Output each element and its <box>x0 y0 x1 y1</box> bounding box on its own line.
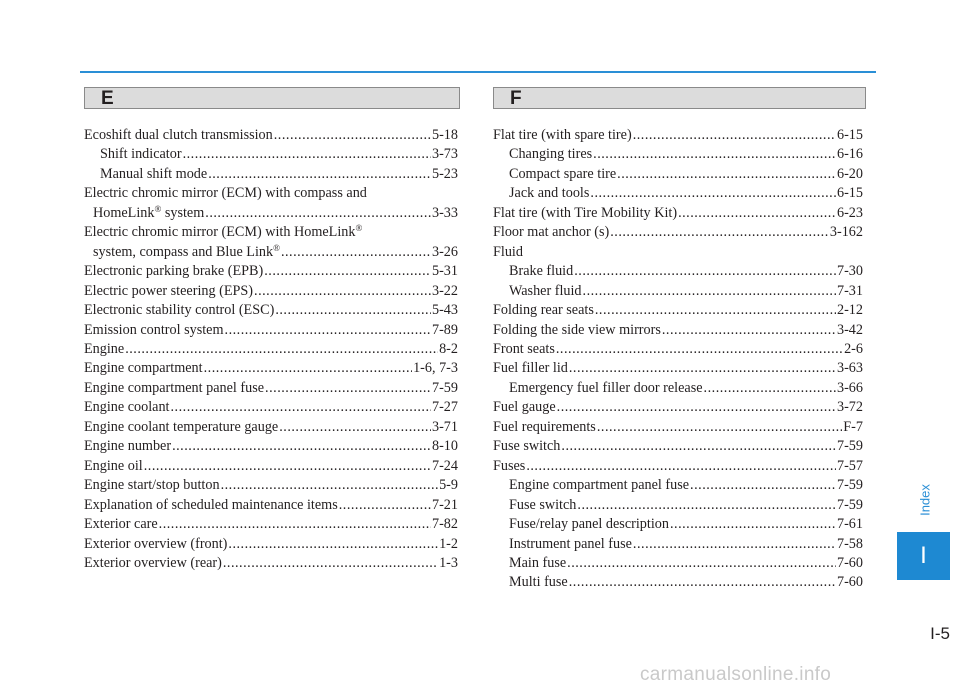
page-ref[interactable]: 5-18 <box>431 127 458 143</box>
page-ref[interactable]: 6-20 <box>836 165 863 182</box>
page-ref[interactable]: 2-12 <box>836 302 863 319</box>
watermark: carmanualsonline.info <box>640 664 832 685</box>
dot-leader <box>208 165 431 184</box>
dot-leader <box>144 457 431 476</box>
page-ref[interactable]: 8-10 <box>431 438 458 455</box>
page-ref[interactable]: 7-61 <box>836 516 863 533</box>
index-entry[interactable]: Fuel filler lid ..... 3-63 <box>493 359 863 378</box>
page-ref[interactable]: 5-23 <box>431 165 458 182</box>
dot-leader <box>275 301 431 320</box>
index-entry[interactable]: Flat tire (with Tire Mobility Kit) ..... 6-23 <box>493 204 863 223</box>
page-ref[interactable]: 5-31 <box>431 263 458 280</box>
index-entry[interactable]: Fuel gauge ..... 3-72 <box>493 398 863 417</box>
index-subentry[interactable]: Compact spare tire ..... 6-20 <box>493 165 863 184</box>
dot-leader <box>265 379 431 398</box>
page-ref[interactable]: 3-22 <box>431 282 458 299</box>
dot-leader <box>205 204 431 223</box>
dot-leader <box>567 554 836 573</box>
page-ref[interactable]: 7-58 <box>836 535 863 552</box>
page-ref[interactable]: 7-30 <box>836 263 863 280</box>
dot-leader <box>590 184 836 203</box>
index-subentry[interactable]: Emergency fuel filler door release ..... 3-66 <box>493 379 863 398</box>
index-entry[interactable]: Folding rear seats ..... 2-12 <box>493 301 863 320</box>
dot-leader <box>633 126 836 145</box>
index-column-e <box>84 126 458 573</box>
index-entry[interactable]: Fuel requirements ..... F-7 <box>493 418 863 437</box>
page-ref[interactable]: 3-33 <box>431 204 458 221</box>
index-subentry[interactable]: Washer fluid ..... 7-31 <box>493 282 863 301</box>
page-ref[interactable]: 3-71 <box>431 418 458 435</box>
page-number: I-5 <box>930 624 950 643</box>
index-entry[interactable]: Electronic stability control (ESC) ..... 5-43 <box>84 301 458 320</box>
page-ref[interactable]: 7-82 <box>431 516 458 533</box>
index-entry-heading: Electric chromic mirror (ECM) with compass and <box>84 185 367 202</box>
index-column-f <box>493 126 863 593</box>
index-entry[interactable]: Engine start/stop button ..... 5-9 <box>84 476 458 495</box>
dot-leader <box>254 282 431 301</box>
index-entry[interactable]: Electronic parking brake (EPB) ..... 5-31 <box>84 262 458 281</box>
page-ref[interactable]: 7-57 <box>836 457 863 474</box>
index-entry[interactable]: Folding the side view mirrors ..... 3-42 <box>493 321 863 340</box>
dot-leader <box>569 359 836 378</box>
dot-leader <box>172 437 431 456</box>
dot-leader <box>662 321 836 340</box>
index-subentry[interactable]: Fuse switch ..... 7-59 <box>493 496 863 515</box>
section-letter-f: F <box>510 88 522 109</box>
index-subentry[interactable]: Changing tires ..... 6-16 <box>493 145 863 164</box>
page-ref[interactable]: 6-16 <box>836 146 863 163</box>
page-ref[interactable]: 3-162 <box>829 224 863 241</box>
index-entry[interactable]: Engine number ..... 8-10 <box>84 437 458 456</box>
dot-leader <box>223 554 438 573</box>
dot-leader <box>221 476 439 495</box>
index-entry[interactable]: Engine compartment ..... 1-6, 7-3 <box>84 359 458 378</box>
dot-leader <box>610 223 829 242</box>
dot-leader <box>557 398 836 417</box>
index-tab[interactable] <box>897 532 950 580</box>
index-entry[interactable]: Flat tire (with spare tire) ..... 6-15 <box>493 126 863 145</box>
page-ref[interactable]: 7-89 <box>431 321 458 338</box>
page-ref[interactable]: 7-60 <box>836 554 863 571</box>
index-subentry[interactable]: Manual shift mode ..... 5-23 <box>84 165 458 184</box>
dot-leader <box>171 398 431 417</box>
index-entry[interactable]: Exterior overview (front) ..... 1-2 <box>84 535 458 554</box>
dot-leader <box>574 262 836 281</box>
page-ref[interactable]: 7-59 <box>431 379 458 396</box>
page-ref[interactable]: 7-21 <box>431 496 458 513</box>
dot-leader <box>597 418 842 437</box>
page-ref[interactable]: 8-2 <box>439 340 458 357</box>
page-ref[interactable]: 3-26 <box>431 243 458 260</box>
page-ref[interactable]: 5-9 <box>439 477 458 494</box>
index-entry[interactable]: Emission control system ..... 7-89 <box>84 321 458 340</box>
page-ref[interactable]: 7-27 <box>431 399 458 416</box>
index-entry[interactable]: Exterior overview (rear) ..... 1-3 <box>84 554 458 573</box>
index-entry[interactable]: Engine coolant ..... 7-27 <box>84 398 458 417</box>
index-entry[interactable]: Explanation of scheduled maintenance items ..... 7-21 <box>84 496 458 515</box>
page-ref[interactable]: 1-3 <box>439 554 458 571</box>
index-entry[interactable]: Front seats ..... 2-6 <box>493 340 863 359</box>
dot-leader <box>561 437 836 456</box>
dot-leader <box>274 126 431 145</box>
dot-leader <box>569 573 836 592</box>
dot-leader <box>159 515 431 534</box>
dot-leader <box>225 321 431 340</box>
page-ref[interactable]: 3-63 <box>836 360 863 377</box>
page-ref[interactable]: 5-43 <box>431 302 458 319</box>
dot-leader <box>577 496 836 515</box>
index-entry[interactable]: Fuse switch ..... 7-59 <box>493 437 863 456</box>
page-ref[interactable]: 7-31 <box>836 282 863 299</box>
index-subentry[interactable]: Multi fuse ..... 7-60 <box>493 573 863 592</box>
page-ref[interactable]: 2-6 <box>844 340 863 357</box>
index-entry[interactable]: Exterior care ..... 7-82 <box>84 515 458 534</box>
dot-leader <box>595 301 836 320</box>
page-ref[interactable]: 3-42 <box>836 321 863 338</box>
dot-leader <box>633 535 836 554</box>
dot-leader <box>670 515 836 534</box>
index-tab-letter: I <box>920 542 927 569</box>
dot-leader <box>339 496 431 515</box>
page-ref[interactable]: 1-2 <box>439 535 458 552</box>
index-entry-heading: Electric chromic mirror (ECM) with HomeLink® <box>84 223 363 241</box>
page-ref[interactable]: 7-59 <box>836 477 863 494</box>
index-subentry[interactable]: Instrument panel fuse ..... 7-58 <box>493 535 863 554</box>
page-ref[interactable]: 6-15 <box>836 185 863 202</box>
index-entry[interactable]: Electric power steering (EPS) ..... 3-22 <box>84 282 458 301</box>
dot-leader <box>583 282 836 301</box>
index-subentry[interactable]: Jack and tools ..... 6-15 <box>493 184 863 203</box>
dot-leader <box>690 476 836 495</box>
dot-leader <box>228 535 438 554</box>
page-ref[interactable]: 1-6, 7-3 <box>413 360 458 377</box>
index-subentry[interactable]: Engine compartment panel fuse ..... 7-59 <box>493 476 863 495</box>
page-ref[interactable]: 3-66 <box>836 379 863 396</box>
dot-leader <box>526 457 836 476</box>
page-ref[interactable]: 7-60 <box>836 574 863 591</box>
index-entry[interactable]: Engine compartment panel fuse ..... 7-59 <box>84 379 458 398</box>
index-entry[interactable]: HomeLink® system ..... 3-33 <box>84 204 458 223</box>
dot-leader <box>617 165 836 184</box>
index-subentry[interactable]: Shift indicator ..... 3-73 <box>84 145 458 164</box>
section-header-e <box>84 87 460 109</box>
dot-leader <box>593 145 836 164</box>
index-entry[interactable]: Fuses ..... 7-57 <box>493 457 863 476</box>
dot-leader <box>704 379 836 398</box>
index-entry[interactable]: Engine oil ..... 7-24 <box>84 457 458 476</box>
dot-leader <box>204 359 412 378</box>
section-letter-e: E <box>101 88 114 109</box>
index-subentry[interactable]: Brake fluid ..... 7-30 <box>493 262 863 281</box>
dot-leader <box>279 418 431 437</box>
page-ref[interactable]: 6-23 <box>836 204 863 221</box>
page-ref[interactable]: 3-72 <box>836 399 863 416</box>
dot-leader <box>678 204 836 223</box>
index-side-label: Index <box>917 484 933 516</box>
dot-leader <box>125 340 438 359</box>
index-entry[interactable]: system, compass and Blue Link® ..... 3-26 <box>84 243 458 262</box>
section-header-f <box>493 87 866 109</box>
page-ref[interactable]: 6-15 <box>836 127 863 143</box>
index-entry-heading: Fluid <box>493 243 523 260</box>
page-ref[interactable]: 7-24 <box>431 457 458 474</box>
dot-leader <box>183 145 431 164</box>
index-entry[interactable]: Ecoshift dual clutch transmission ..... 5-18 <box>84 126 458 145</box>
page-ref[interactable]: F-7 <box>843 418 863 435</box>
dot-leader <box>264 262 431 281</box>
page-ref[interactable]: 3-73 <box>431 146 458 163</box>
dot-leader <box>281 243 431 262</box>
page-ref[interactable]: 7-59 <box>836 496 863 513</box>
page-ref[interactable]: 7-59 <box>836 438 863 455</box>
index-entry[interactable]: Engine ..... 8-2 <box>84 340 458 359</box>
index-entry[interactable]: Engine coolant temperature gauge ..... 3-71 <box>84 418 458 437</box>
index-subentry[interactable]: Main fuse ..... 7-60 <box>493 554 863 573</box>
top-rule <box>80 71 876 73</box>
index-subentry[interactable]: Fuse/relay panel description ..... 7-61 <box>493 515 863 534</box>
dot-leader <box>556 340 843 359</box>
index-entry[interactable]: Floor mat anchor (s) ..... 3-162 <box>493 223 863 242</box>
